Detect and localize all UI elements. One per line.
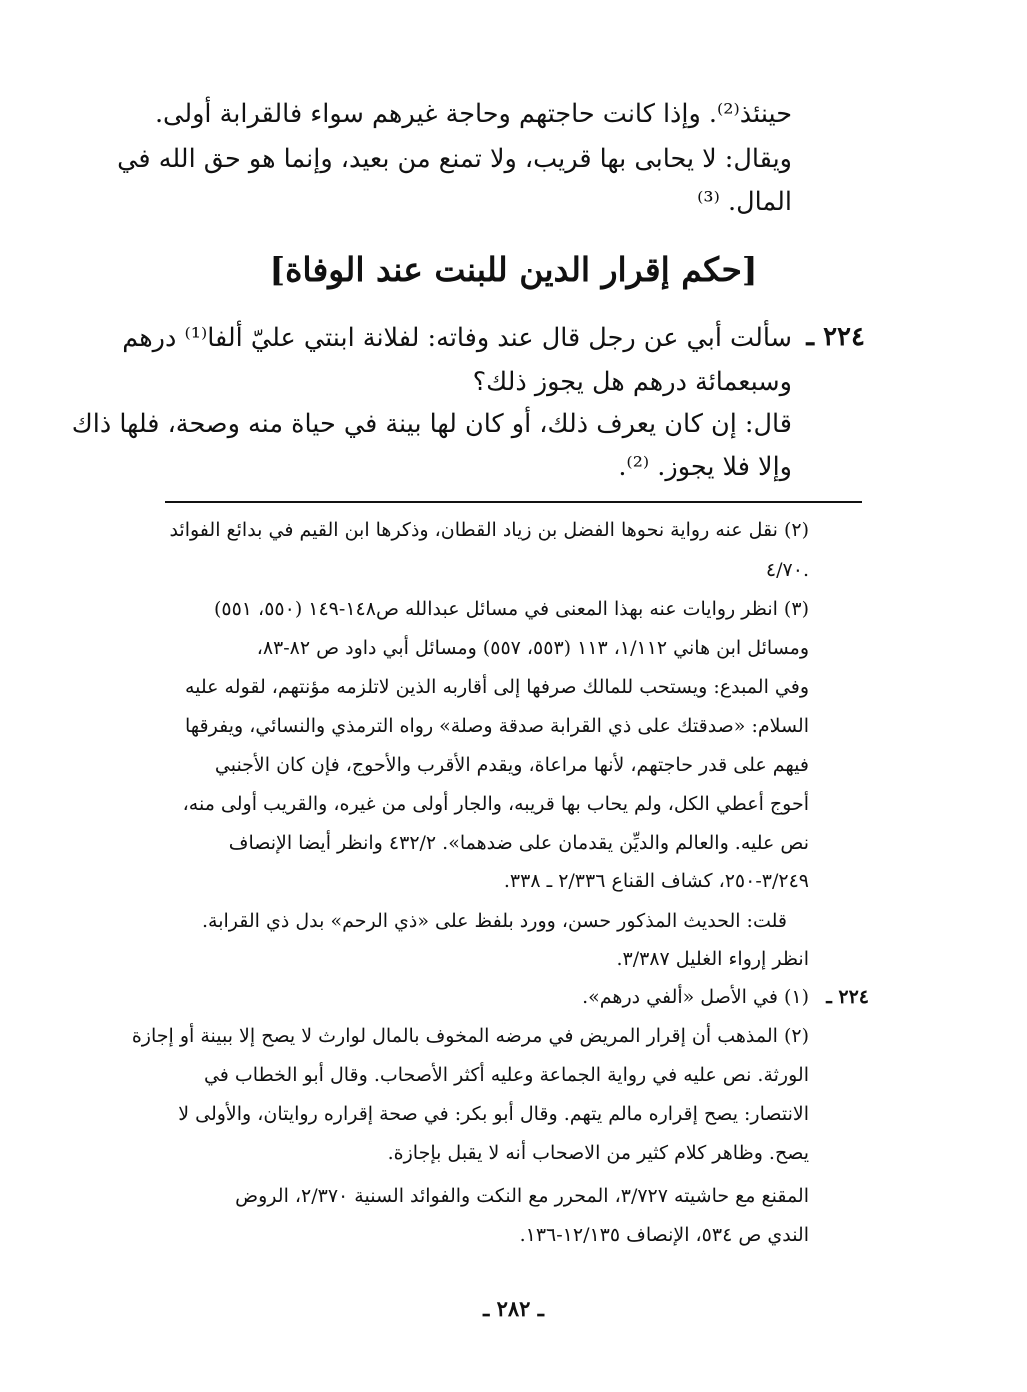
top-paragraph-line-3: المال. ⁽³⁾ [697, 187, 792, 217]
footnote-line: ٣/٢٤٩-٢٥٠، كشاف القناع ٢/٣٣٦ ـ ٣٣٨. [503, 870, 809, 892]
answer-line-2: وإلا فلا يجوز. ⁽²⁾. [618, 452, 792, 482]
question-line-2: وسبعمائة درهم هل يجوز ذلك؟ [472, 367, 792, 397]
footnote-line: (٣) انظر روايات عنه بهذا المعنى في مسائل عبدالله ص١٤٨-١٤٩ (٥٥٠، ٥٥١) [213, 598, 809, 620]
top-paragraph-line-2: ويقال: لا يحابى بها قريب، ولا تمنع من بعيد، وإنما هو حق الله في [117, 144, 792, 174]
footnote-line: يصح. وظاهر كلام كثير من الاصحاب أنه لا يقبل بإجازة. [387, 1142, 809, 1164]
footnote-line: الانتصار: يصح إقراره مالم يتهم. وقال أبو بكر: في صحة إقراره روايتان، والأولى لا [178, 1103, 809, 1125]
footnote-line: نص عليه. والعالم والديِّن يقدمان على ضدهما». ٤٣٢/٢ وانظر أيضا الإنصاف [228, 832, 809, 854]
footnote-line: الندي ص ٥٣٤، الإنصاف ١٢/١٣٥-١٣٦. [519, 1224, 809, 1246]
footnote-line: السلام: «صدقتك على ذي القرابة صدقة وصلة» رواه الترمذي والنسائي، ويفرقها [184, 715, 809, 737]
footnote-line: ومسائل ابن هاني ١/١١٢، ١١٣ (٥٥٣، ٥٥٧) ومسائل أبي داود ص ٨٢-٨٣، [256, 637, 809, 659]
footnote-line: وفي المبدع: ويستحب للمالك صرفها إلى أقاربه الذين لاتلزمه مؤنتهم، لقوله عليه [184, 676, 809, 698]
footnote-line: قلت: الحديث المذكور حسن، وورد بلفظ على «ذي الرحم» بدل ذي القرابة. [201, 910, 787, 932]
footnote-line: فيهم على قدر حاجتهم، لأنها مراعاة، ويقدم الأقرب والأحوج، فإن كان الأجنبي [214, 754, 809, 776]
footnote-line: (١) في الأصل «ألفي درهم». [582, 986, 809, 1008]
footnote-line: .٤/٧٠ [765, 559, 809, 581]
section-heading: [حكم إقرار الدين للبنت عند الوفاة] [269, 250, 758, 289]
answer-line-1: قال: إن كان يعرف ذلك، أو كان لها بينة في حياة منه وصحة، فلها ذاك [71, 409, 792, 439]
footnote-question-marker: ٢٢٤ ـ [826, 986, 869, 1008]
footnote-separator [165, 501, 862, 503]
footnote-line: انظر إرواء الغليل ٣/٣٨٧. [616, 948, 809, 970]
footnote-line: (٢) نقل عنه رواية نحوها الفضل بن زياد القطان، وذكرها ابن القيم في بدائع الفوائد [169, 519, 809, 541]
question-line-1: سألت أبي عن رجل قال عند وفاته: لفلانة ابنتي عليّ ألفا⁽¹⁾ درهم [122, 323, 792, 353]
footnote-line: المقنع مع حاشيته ٣/٧٢٧، المحرر مع النكت والفوائد السنية ٢/٣٧٠، الروض [235, 1185, 809, 1207]
question-number: ٢٢٤ ـ [806, 322, 865, 352]
footnote-line: أحوج أعطي الكل، ولم يحاب بها قريبه، والجار أولى من غيره، والقريب أولى منه، [182, 793, 809, 815]
page-number: ـ ٢٨٢ ـ [483, 1296, 544, 1321]
top-paragraph-line-1: حينئذ⁽²⁾. وإذا كانت حاجتهم وحاجة غيرهم سواء فالقرابة أولى. [154, 99, 792, 129]
footnote-line: الورثة. نص عليه في رواية الجماعة وعليه أكثر الأصحاب. وقال أبو الخطاب في [203, 1064, 809, 1086]
footnote-line: (٢) المذهب أن إقرار المريض في مرضه المخوف بالمال لوارث لا يصح إلا ببينة أو إجازة [131, 1025, 809, 1047]
